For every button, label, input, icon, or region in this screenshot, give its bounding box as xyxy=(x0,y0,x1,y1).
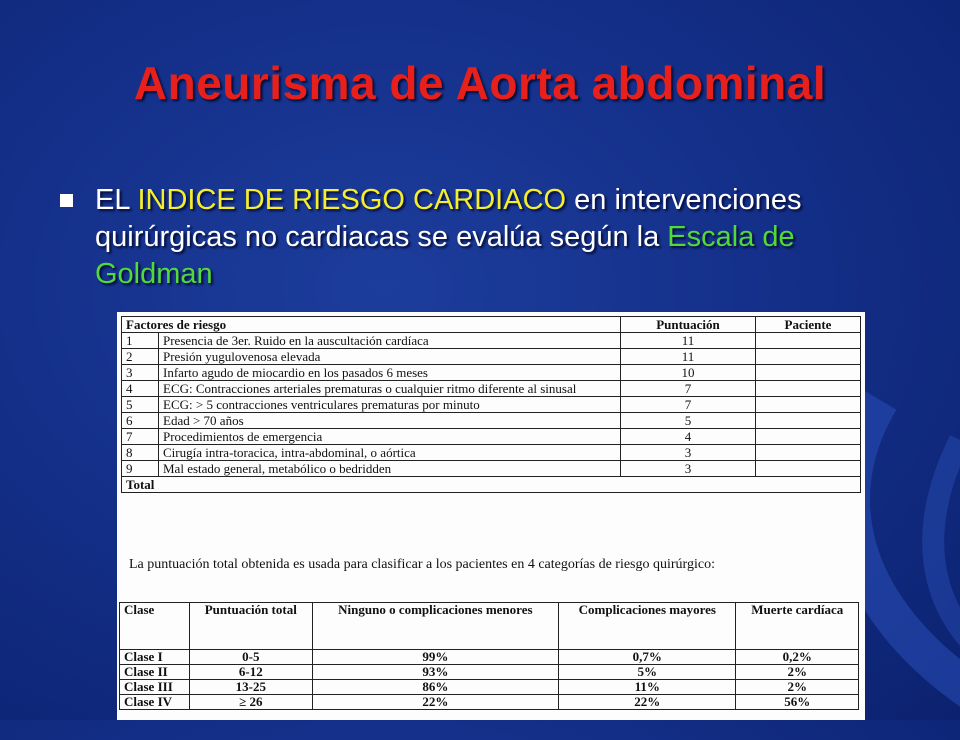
risk-total-row xyxy=(122,477,861,493)
major-complications-pct: 5% xyxy=(559,665,736,680)
header-paciente: Paciente xyxy=(756,317,861,333)
header-complicaciones-mayores: Complicaciones mayores xyxy=(559,603,736,650)
major-complications-pct: 22% xyxy=(559,695,736,710)
scanned-table-image xyxy=(117,312,865,720)
risk-class-row xyxy=(120,680,859,695)
risk-points: 7 xyxy=(621,381,756,397)
risk-factor-text: Cirugía intra-toracica, intra-abdominal, o aórtica xyxy=(159,445,621,461)
header-factores: Factores de riesgo xyxy=(122,317,621,333)
header-puntuacion: Puntuación xyxy=(621,317,756,333)
row-number: 7 xyxy=(122,429,159,445)
square-bullet-icon xyxy=(60,194,73,207)
row-number: 4 xyxy=(122,381,159,397)
highlight-goldman-scale: Escala de Goldman xyxy=(95,221,795,290)
risk-factor-row xyxy=(122,365,861,381)
row-number: 5 xyxy=(122,397,159,413)
class-name: Clase II xyxy=(120,665,190,680)
header-muerte-cardiaca: Muerte cardíaca xyxy=(736,603,859,650)
risk-class-row xyxy=(120,695,859,710)
patient-score-cell xyxy=(756,461,861,477)
risk-points: 3 xyxy=(621,445,756,461)
row-number: 9 xyxy=(122,461,159,477)
risk-factor-table xyxy=(121,316,861,493)
risk-factor-row xyxy=(122,445,861,461)
highlight-risk-index: INDICE DE RIESGO CARDIACO xyxy=(137,184,567,216)
risk-factor-text: ECG: > 5 contracciones ventriculares prematuras por minuto xyxy=(159,397,621,413)
class-name: Clase I xyxy=(120,650,190,665)
risk-points: 11 xyxy=(621,349,756,365)
row-number: 3 xyxy=(122,365,159,381)
header-complicaciones-menores: Ninguno o complicaciones menores xyxy=(312,603,559,650)
cardiac-death-pct: 2% xyxy=(736,680,859,695)
risk-points: 7 xyxy=(621,397,756,413)
major-complications-pct: 0,7% xyxy=(559,650,736,665)
patient-score-cell xyxy=(756,349,861,365)
risk-table-header xyxy=(122,317,861,333)
minor-complications-pct: 86% xyxy=(312,680,559,695)
class-score-range: 0-5 xyxy=(190,650,313,665)
cardiac-death-pct: 56% xyxy=(736,695,859,710)
patient-score-cell xyxy=(756,381,861,397)
risk-factor-text: Edad > 70 años xyxy=(159,413,621,429)
cardiac-death-pct: 0,2% xyxy=(736,650,859,665)
risk-factor-row xyxy=(122,397,861,413)
patient-score-cell xyxy=(756,429,861,445)
patient-score-cell xyxy=(756,413,861,429)
header-clase: Clase xyxy=(120,603,190,650)
risk-points: 11 xyxy=(621,333,756,349)
patient-score-cell xyxy=(756,445,861,461)
major-complications-pct: 11% xyxy=(559,680,736,695)
class-score-range: ≥ 26 xyxy=(190,695,313,710)
patient-score-cell xyxy=(756,397,861,413)
risk-factor-text: ECG: Contracciones arteriales prematuras o cualquier ritmo diferente al sinusal xyxy=(159,381,621,397)
risk-factor-text: Mal estado general, metabólico o bedridden xyxy=(159,461,621,477)
risk-factor-row xyxy=(122,381,861,397)
risk-factor-text: Infarto agudo de miocardio en los pasados 6 meses xyxy=(159,365,621,381)
classification-paragraph: La puntuación total obtenida es usada para clasificar a los pacientes en 4 categorías de riesgo quirúrgico: xyxy=(129,557,715,572)
row-number: 6 xyxy=(122,413,159,429)
bullet-text: EL INDICE DE RIESGO CARDIACO en intervenciones quirúrgicas no cardiacas se evalúa según la Escala de Goldman xyxy=(95,184,802,290)
risk-factor-text: Presión yugulovenosa elevada xyxy=(159,349,621,365)
minor-complications-pct: 22% xyxy=(312,695,559,710)
class-score-range: 13-25 xyxy=(190,680,313,695)
risk-factor-row xyxy=(122,333,861,349)
risk-factor-row xyxy=(122,349,861,365)
risk-class-table xyxy=(119,602,859,710)
risk-factor-text: Procedimientos de emergencia xyxy=(159,429,621,445)
risk-factor-row xyxy=(122,461,861,477)
risk-points: 3 xyxy=(621,461,756,477)
slide-title: Aneurisma de Aorta abdominal xyxy=(133,57,827,109)
patient-score-cell xyxy=(756,365,861,381)
risk-factor-row xyxy=(122,413,861,429)
cardiac-death-pct: 2% xyxy=(736,665,859,680)
row-number: 2 xyxy=(122,349,159,365)
risk-points: 4 xyxy=(621,429,756,445)
class-name: Clase III xyxy=(120,680,190,695)
risk-class-row xyxy=(120,665,859,680)
patient-score-cell xyxy=(756,333,861,349)
risk-class-row xyxy=(120,650,859,665)
header-puntuacion-total: Puntuación total xyxy=(190,603,313,650)
risk-factor-row xyxy=(122,429,861,445)
bullet-point xyxy=(60,182,820,293)
row-number: 8 xyxy=(122,445,159,461)
total-label: Total xyxy=(122,477,861,493)
row-number: 1 xyxy=(122,333,159,349)
minor-complications-pct: 93% xyxy=(312,665,559,680)
class-table-header xyxy=(120,603,859,650)
class-score-range: 6-12 xyxy=(190,665,313,680)
minor-complications-pct: 99% xyxy=(312,650,559,665)
class-name: Clase IV xyxy=(120,695,190,710)
risk-points: 5 xyxy=(621,413,756,429)
risk-points: 10 xyxy=(621,365,756,381)
risk-factor-text: Presencia de 3er. Ruido en la auscultación cardíaca xyxy=(159,333,621,349)
